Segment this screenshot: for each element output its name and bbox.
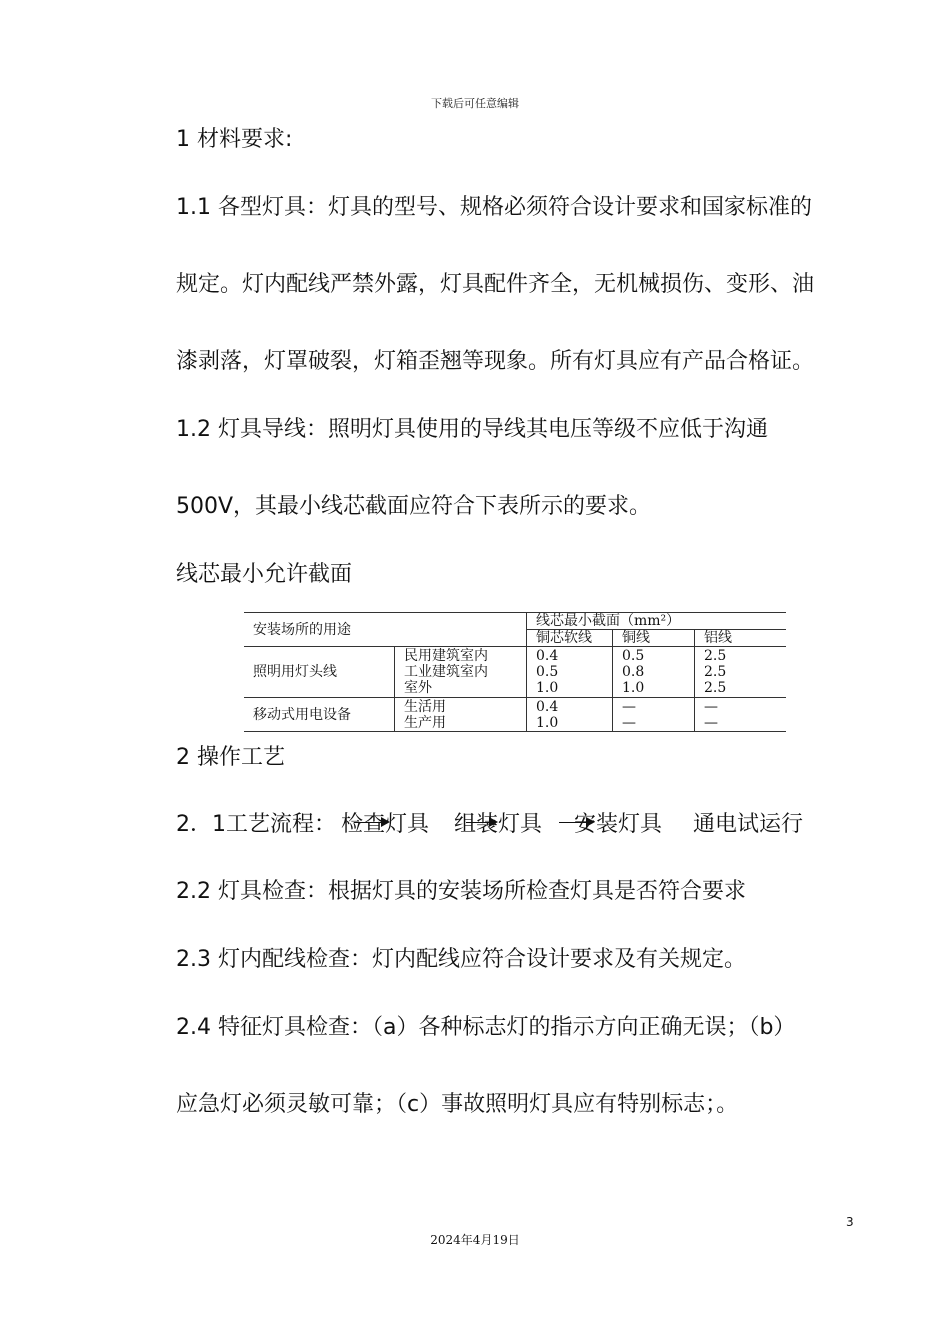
section-2-heading: 2 操作工艺 [176,745,285,770]
flow-arrow-1 [354,822,388,823]
group2-places: 生活用 生产用 [395,698,527,732]
para-1-2-line2: 500V，其最小线芯截面应符合下表所示的要求。 [176,494,652,519]
group2-aluminum: — — [695,698,787,732]
col-aluminum: 铝线 [695,630,787,647]
flow-prefix: 2．1工艺流程： [176,812,336,837]
para-1-2-line1: 1.2 灯具导线：照明灯具使用的导线其电压等级不应低于沟通 [176,417,768,442]
table-caption: 线芯最小允许截面 [176,562,353,587]
flow-step-3: 安装灯具 [574,812,663,837]
group1-name: 照明用灯头线 [244,647,395,698]
flow-step-2: 组装灯具 [454,812,543,837]
group2-name: 移动式用电设备 [244,698,395,732]
flow-step-4: 通电试运行 [693,812,804,837]
flow-arrow-3 [559,822,593,823]
head-section: 线芯最小截面（mm²） [527,613,787,630]
para-1-1-line3: 漆剥落，灯罩破裂，灯箱歪翘等现象。所有灯具应有产品合格证。 [176,349,815,374]
footer-date: 2024年4月19日 [430,1233,520,1247]
process-flow [176,810,876,840]
section-1-heading: 1 材料要求: [176,127,293,152]
group1-copper: 0.5 0.8 1.0 [613,647,695,698]
para-2-4-line2: 应急灯必须灵敏可靠；（c）事故照明灯具应有特别标志；。 [176,1092,739,1117]
page-number: 3 [846,1215,854,1229]
group2-soft-copper: 0.4 1.0 [527,698,613,732]
flow-step-1: 检查灯具 [341,812,430,837]
para-2-4-line1: 2.4 特征灯具检查：（a）各种标志灯的指示方向正确无误；（b） [176,1015,796,1040]
group1-aluminum: 2.5 2.5 2.5 [695,647,787,698]
col-copper: 铜线 [613,630,695,647]
para-1-1-line1: 1.1 各型灯具：灯具的型号、规格必须符合设计要求和国家标准的 [176,195,812,220]
group2-copper: — — [613,698,695,732]
col-soft-copper: 铜芯软线 [527,630,613,647]
para-1-1-line2: 规定。灯内配线严禁外露，灯具配件齐全，无机械损伤、变形、油 [176,272,815,297]
group1-places: 民用建筑室内 工业建筑室内 室外 [395,647,527,698]
page-header: 下载后可任意编辑 [431,97,519,110]
group1-soft-copper: 0.4 0.5 1.0 [527,647,613,698]
table-row [244,698,786,732]
wire-section-table [244,612,786,732]
head-usage: 安装场所的用途 [244,613,527,647]
para-2-2: 2.2 灯具检查：根据灯具的安装场所检查灯具是否符合要求 [176,879,746,904]
table-row [244,647,786,698]
para-2-3: 2.3 灯内配线检查：灯内配线应符合设计要求及有关规定。 [176,947,746,972]
flow-arrow-2 [466,822,496,823]
